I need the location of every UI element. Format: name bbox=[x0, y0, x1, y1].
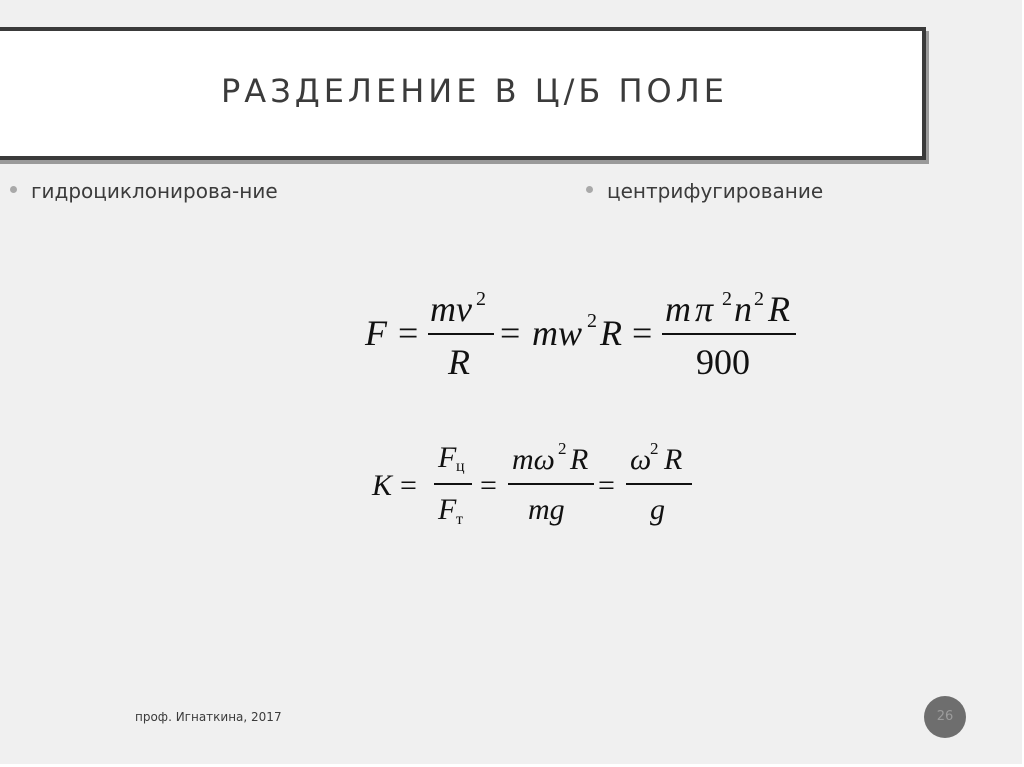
bullet-label: гидроциклонирова-ние bbox=[31, 179, 278, 203]
formula-denominator: R bbox=[448, 342, 470, 382]
bullet-item-centrifugation bbox=[586, 179, 823, 203]
page-number-badge: 26 bbox=[924, 696, 966, 738]
bullet-label: центрифугирование bbox=[607, 179, 824, 203]
formula-exponent: 2 bbox=[650, 440, 659, 458]
formula-subscript: т bbox=[456, 511, 463, 528]
formula-equals: = bbox=[500, 313, 521, 353]
formula-exponent: 2 bbox=[476, 288, 486, 310]
bullet-item-hydrocyclone bbox=[10, 179, 278, 203]
formula-numerator: ω bbox=[630, 443, 652, 476]
formula-numerator: mω bbox=[512, 443, 555, 476]
formula-term: mw bbox=[532, 313, 583, 353]
formula-exponent: 2 bbox=[722, 288, 732, 310]
slide-title: РАЗДЕЛЕНИЕ В Ц/Б ПОЛЕ bbox=[221, 72, 728, 110]
formula-exponent: 2 bbox=[558, 440, 567, 458]
formula-numerator: π bbox=[695, 289, 714, 329]
footer-author: проф. Игнаткина, 2017 bbox=[135, 710, 282, 724]
formula-denominator: g bbox=[650, 493, 665, 526]
formula-denominator: F bbox=[438, 493, 457, 526]
formula-symbol-F: F bbox=[365, 313, 387, 353]
formula-numerator: R bbox=[570, 443, 589, 476]
formula-equals: = bbox=[400, 469, 417, 502]
formula-denominator: 900 bbox=[696, 342, 750, 382]
formula-separation-factor bbox=[368, 440, 728, 540]
formula-equals: = bbox=[398, 313, 419, 353]
formula-numerator: R bbox=[768, 289, 790, 329]
formula-numerator: R bbox=[664, 443, 683, 476]
formula-term: R bbox=[600, 313, 622, 353]
formula-numerator: m bbox=[665, 289, 691, 329]
formula-exponent: 2 bbox=[754, 288, 764, 310]
formula-equals: = bbox=[598, 469, 615, 502]
formula-equals: = bbox=[480, 469, 497, 502]
formula-numerator: n bbox=[734, 289, 752, 329]
formula-subscript: ц bbox=[456, 458, 465, 475]
formula-numerator: mv bbox=[430, 289, 472, 329]
bullet-dot-icon bbox=[10, 186, 17, 193]
formula-numerator: F bbox=[438, 441, 457, 474]
formula-centrifugal-force bbox=[360, 285, 820, 385]
bullet-dot-icon bbox=[586, 186, 593, 193]
formula-symbol-K: K bbox=[372, 469, 393, 502]
formula-exponent: 2 bbox=[587, 310, 597, 332]
formula-denominator: mg bbox=[528, 493, 565, 526]
formula-equals: = bbox=[632, 313, 653, 353]
